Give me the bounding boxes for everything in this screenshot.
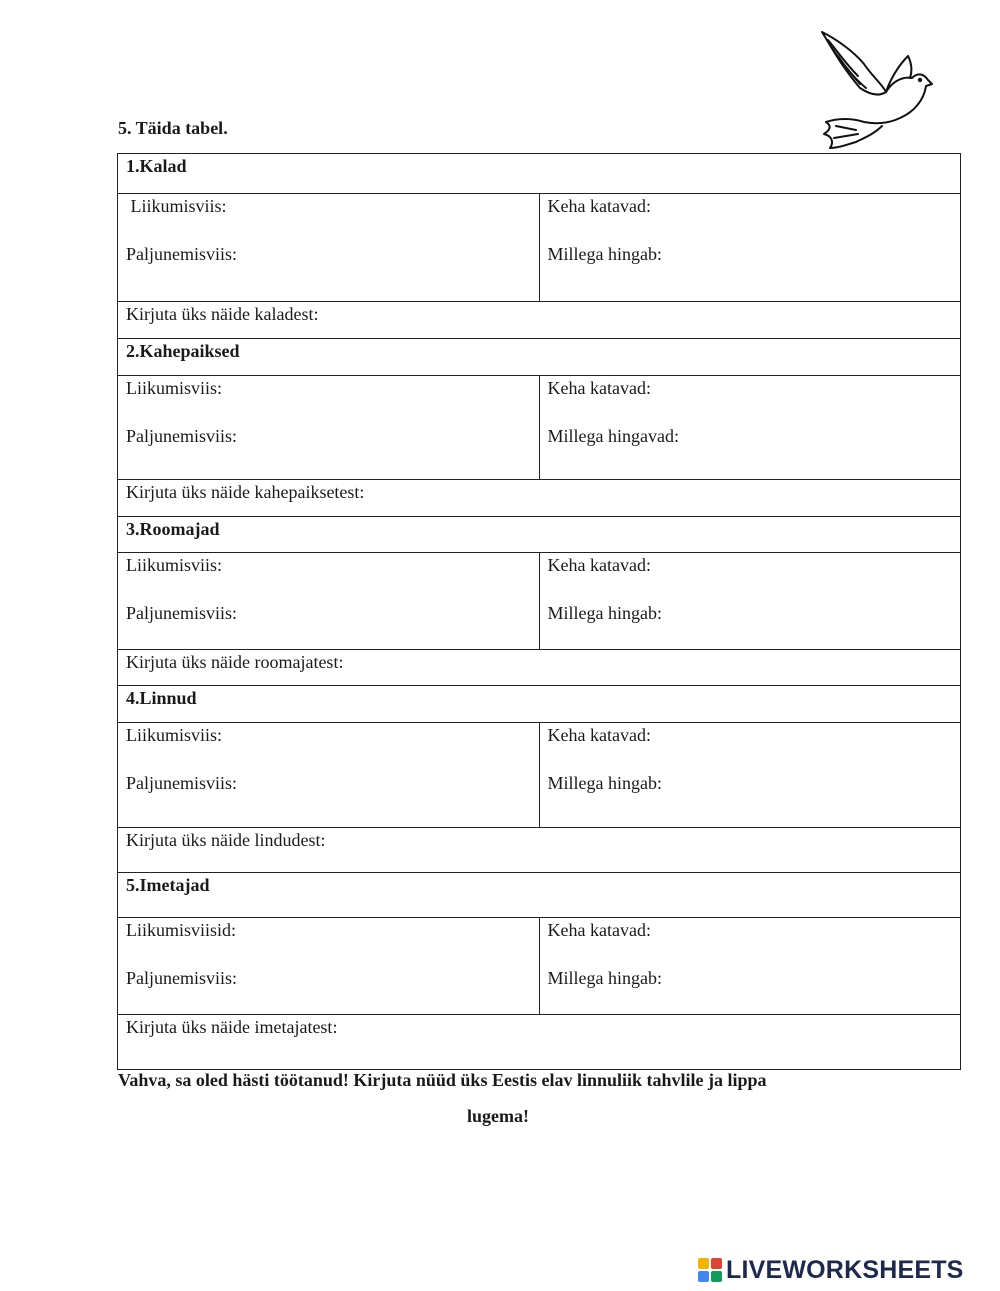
example-cell[interactable] xyxy=(118,302,961,339)
section-heading-row xyxy=(118,517,961,553)
section-heading xyxy=(118,873,961,918)
reproduction-label: Paljunemisviis: xyxy=(126,603,238,623)
section-heading xyxy=(118,686,961,723)
example-label: Kirjuta üks näide roomajatest: xyxy=(126,652,344,672)
task-title: 5. Täida tabel. xyxy=(118,118,228,138)
section-heading-row xyxy=(118,339,961,376)
reproduction-label: Paljunemisviis: xyxy=(126,773,238,793)
closing-line-1: Vahva, sa oled hästi töötanud! Kirjuta nüüd üks Eestis elav linnuliik tahvlile ja lippa xyxy=(118,1070,767,1090)
section-heading xyxy=(118,154,961,194)
example-cell[interactable] xyxy=(118,828,961,873)
section-heading-row xyxy=(118,873,961,918)
section-fields-row xyxy=(118,376,961,480)
right-field-cell[interactable] xyxy=(539,376,961,480)
example-row xyxy=(118,480,961,517)
breathing-label: Millega hingab: xyxy=(547,244,662,264)
left-field-cell[interactable] xyxy=(118,376,540,480)
movement-label: Liikumisviisid: xyxy=(126,920,237,940)
section-heading-text: 5.Imetajad xyxy=(126,875,210,895)
closing-line-2: lugema! xyxy=(467,1106,529,1126)
example-cell[interactable] xyxy=(118,480,961,517)
section-heading-row xyxy=(118,686,961,723)
body-cover-label: Keha katavad: xyxy=(547,378,651,398)
breathing-label: Millega hingab: xyxy=(547,603,662,623)
section-heading-row xyxy=(118,154,961,194)
section-fields-row xyxy=(118,723,961,828)
right-field-cell[interactable] xyxy=(539,918,961,1015)
reproduction-label: Paljunemisviis: xyxy=(126,968,238,988)
body-cover-label: Keha katavad: xyxy=(547,196,651,216)
liveworksheets-brand xyxy=(698,1255,964,1285)
body-cover-label: Keha katavad: xyxy=(547,920,651,940)
movement-label: Liikumisviis: xyxy=(126,725,223,745)
section-heading xyxy=(118,339,961,376)
example-row xyxy=(118,1015,961,1070)
example-label: Kirjuta üks näide kaladest: xyxy=(126,304,319,324)
breathing-label: Millega hingavad: xyxy=(547,426,679,446)
movement-label: Liikumisviis: xyxy=(126,555,223,575)
breathing-label: Millega hingab: xyxy=(547,773,662,793)
left-field-cell[interactable] xyxy=(118,723,540,828)
example-cell[interactable] xyxy=(118,650,961,686)
example-row xyxy=(118,302,961,339)
right-field-cell[interactable] xyxy=(539,194,961,302)
section-heading-text: 2.Kahepaiksed xyxy=(126,341,240,361)
example-label: Kirjuta üks näide lindudest: xyxy=(126,830,326,850)
reproduction-label: Paljunemisviis: xyxy=(126,244,238,264)
liveworksheets-logo-icon xyxy=(698,1258,722,1282)
left-field-cell[interactable] xyxy=(118,194,540,302)
movement-label: Liikumisviis: xyxy=(126,378,223,398)
body-cover-label: Keha katavad: xyxy=(547,555,651,575)
right-field-cell[interactable] xyxy=(539,723,961,828)
animal-classes-table xyxy=(117,153,961,1070)
section-fields-row xyxy=(118,918,961,1015)
section-fields-row xyxy=(118,194,961,302)
section-fields-row xyxy=(118,553,961,650)
example-cell[interactable] xyxy=(118,1015,961,1070)
dove-icon xyxy=(812,26,936,154)
brand-name: LIVEWORKSHEETS xyxy=(726,1255,964,1284)
section-heading-text: 1.Kalad xyxy=(126,156,187,176)
section-heading xyxy=(118,517,961,553)
section-heading-text: 4.Linnud xyxy=(126,688,197,708)
body-cover-label: Keha katavad: xyxy=(547,725,651,745)
left-field-cell[interactable] xyxy=(118,918,540,1015)
example-row xyxy=(118,828,961,873)
example-label: Kirjuta üks näide imetajatest: xyxy=(126,1017,338,1037)
example-label: Kirjuta üks näide kahepaiksetest: xyxy=(126,482,365,502)
movement-label: Liikumisviis: xyxy=(126,196,227,216)
left-field-cell[interactable] xyxy=(118,553,540,650)
breathing-label: Millega hingab: xyxy=(547,968,662,988)
example-row xyxy=(118,650,961,686)
right-field-cell[interactable] xyxy=(539,553,961,650)
reproduction-label: Paljunemisviis: xyxy=(126,426,238,446)
section-heading-text: 3.Roomajad xyxy=(126,519,220,539)
